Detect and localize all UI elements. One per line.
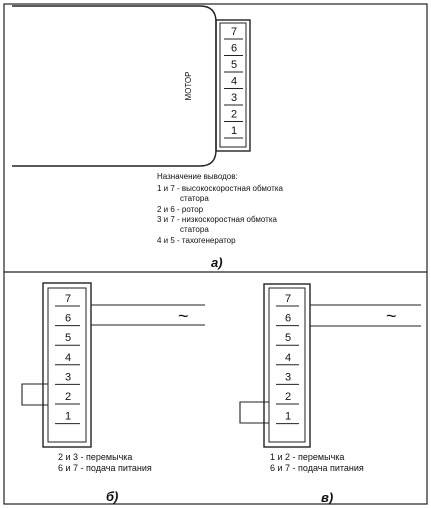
jumper-2-3	[22, 384, 48, 405]
pin-label: 7	[284, 293, 292, 305]
caption-a: а)	[211, 255, 223, 270]
caption-b: б)	[106, 489, 119, 504]
connector-a-pins	[224, 26, 243, 138]
pin-label: 5	[230, 59, 238, 71]
ac-symbol: ~	[386, 306, 397, 326]
pin-label: 6	[64, 312, 72, 325]
legend-line: 4 и 5 - тахогенератор	[157, 236, 236, 245]
pin-label: 6	[230, 42, 238, 55]
caption-c: в)	[321, 490, 334, 505]
pin-label: 1	[64, 410, 72, 423]
pin-label: 4	[64, 351, 72, 364]
pin-label: 1	[230, 125, 238, 137]
legend-line: статора	[180, 225, 209, 234]
legend-line: 2 и 6 - ротор	[157, 205, 204, 214]
legend-title: Назначение выводов:	[157, 172, 238, 181]
pin-label: 2	[64, 391, 72, 403]
panel-a	[12, 6, 283, 270]
pin-label: 2	[284, 391, 292, 403]
pin-label: 5	[284, 332, 292, 345]
connector-c-pins	[276, 293, 299, 424]
motor-label: МОТОР	[184, 71, 193, 101]
note-c: 1 и 2 - перемычка	[270, 452, 345, 462]
pin-label: 3	[64, 371, 72, 384]
note-b: 2 и 3 - перемычка	[58, 452, 133, 462]
legend-a	[157, 172, 283, 245]
note-b: 6 и 7 - подача питания	[58, 463, 152, 473]
ac-symbol: ~	[178, 306, 189, 326]
pin-label: 3	[284, 371, 292, 384]
legend-line: 3 и 7 - низкоскоростная обмотка	[157, 215, 277, 224]
pin-label: 3	[230, 92, 238, 104]
panel-b	[22, 283, 205, 504]
legend-line: статора	[180, 194, 209, 203]
note-c: 6 и 7 - подача питания	[270, 463, 364, 473]
pin-label: 5	[64, 332, 72, 345]
pin-label: 4	[230, 75, 238, 88]
panel-c	[240, 284, 421, 505]
pin-label: 1	[284, 410, 292, 423]
connector-b-pins	[55, 293, 80, 424]
pin-label: 2	[230, 108, 238, 121]
pin-label: 7	[230, 26, 238, 38]
pin-label: 4	[284, 351, 292, 364]
legend-line: 1 и 7 - высокоскоростная обмотка	[157, 184, 283, 193]
pin-label: 6	[284, 312, 292, 325]
pin-label: 7	[64, 293, 72, 305]
